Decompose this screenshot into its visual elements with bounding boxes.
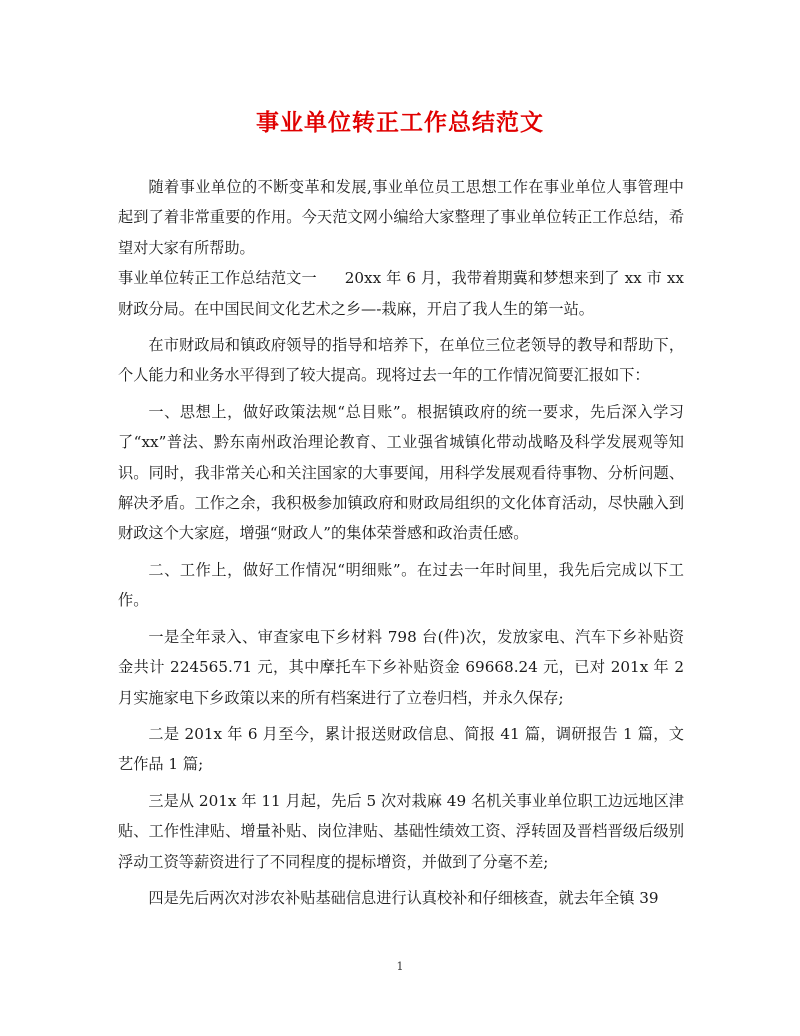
intro-paragraph: 随着事业单位的不断变革和发展,事业单位员工思想工作在事业单位人事管理中起到了着非常重要的作用。今天范文网小编给大家整理了事业单位转正工作总结，希望对大家有所帮助。 xyxy=(118,178,684,257)
body-paragraph: 四是先后两次对涉农补贴基础信息进行认真校补和仔细核查，就去年全镇 39 xyxy=(148,888,659,907)
body-paragraph: 二、工作上，做好工作情况“明细账”。在过去一年时间里，我先后完成以下工作。 xyxy=(118,560,684,610)
body-paragraph: 三是从 201x 年 11 月起，先后 5 次对栽麻 49 名机关事业单位职工边远地区津贴、工作性津贴、增量补贴、岗位津贴、基础性绩效工资、浮转固及晋档晋级后级别浮动工资等薪资进行了不同程度的提标增资，并做到了分毫不差; xyxy=(118,791,684,871)
body-paragraph: 一是全年录入、审查家电下乡材料 798 台(件)次，发放家电、汽车下乡补贴资金共计 224565.71 元，其中摩托车下乡补贴资金 69668.24 元，已对 201x 年 2 月实施家电下乡政策以来的所有档案进行了立卷归档，并永久保存; xyxy=(118,627,684,707)
body-paragraph: 二是 201x 年 6 月至今，累计报送财政信息、简报 41 篇，调研报告 1 篇，文艺作品 1 篇; xyxy=(118,724,684,774)
page-number: 1 xyxy=(396,960,404,973)
section-intro-line xyxy=(118,263,684,324)
section-intro-text: 20xx 年 6 月，我带着期冀和梦想来到了 xx 市 xx 财政分局。在中国民间文化艺术之乡—-栽麻，开启了我人生的第一站。 xyxy=(118,269,684,318)
body-paragraph: 在市财政局和镇政府领导的指导和培养下，在单位三位老领导的教导和帮助下，个人能力和业务水平得到了较大提高。现将过去一年的工作情况简要汇报如下： xyxy=(118,336,684,385)
body-paragraph: 一、思想上，做好政策法规“总目账”。根据镇政府的统一要求，先后深入学习了“xx”普法、黔东南州政治理论教育、工业强省城镇化带动战略及科学发展观等知识。同时，我非常关心和关注国家的大事要闻，用科学发展观看待事物、分析问题、解决矛盾。工作之余，我积极参加镇政府和财政局组织的文化体育活动，尽快融入到财政这个大家庭，增强“财政人”的集体荣誉感和政治责任感。 xyxy=(118,402,684,543)
section-label: 事业单位转正工作总结范文一 xyxy=(118,269,317,288)
document-title: 事业单位转正工作总结范文 xyxy=(256,109,544,136)
document-body xyxy=(118,172,684,913)
